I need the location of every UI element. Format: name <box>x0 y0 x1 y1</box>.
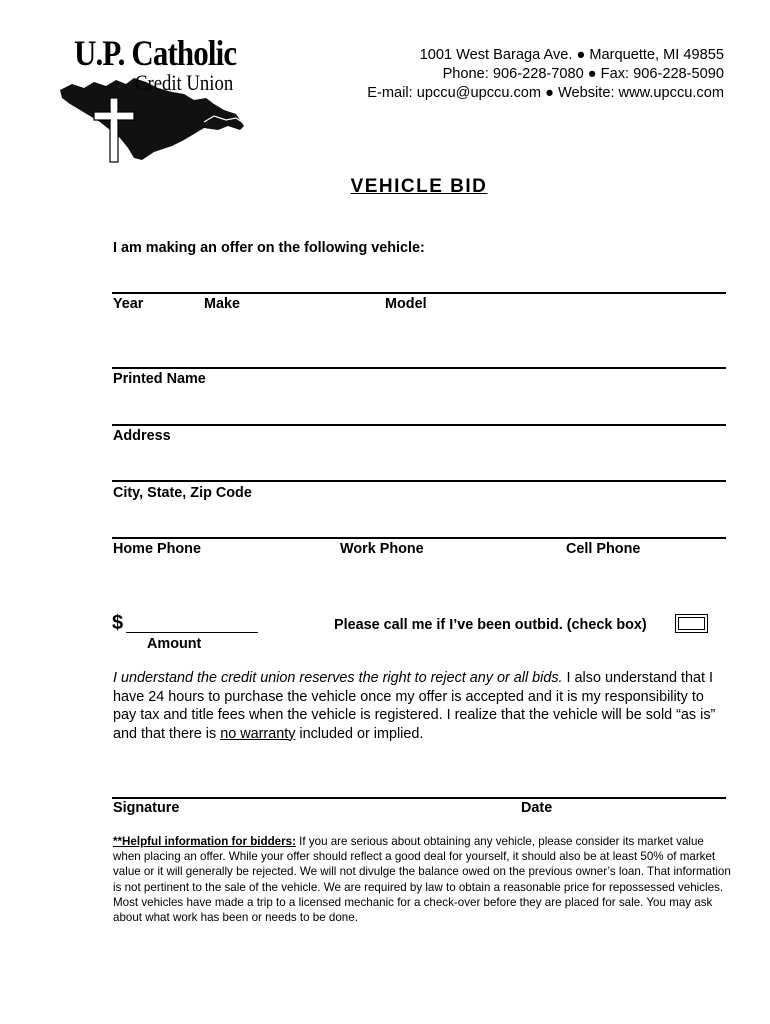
address-line: 1001 West Baraga Ave. ● Marquette, MI 49855 <box>419 47 724 63</box>
city-state-zip-label: City, State, Zip Code <box>113 485 252 501</box>
amount-field[interactable] <box>126 632 258 633</box>
signature-label: Signature <box>113 800 180 816</box>
terms-part2: included or implied. <box>295 725 424 742</box>
no-warranty-text: no warranty <box>220 725 296 742</box>
outbid-checkbox[interactable] <box>675 614 708 633</box>
date-label: Date <box>521 800 553 816</box>
bidder-info <box>113 834 731 925</box>
terms-part1: I also understand that I have 24 hours to purchase the vehicle once my offer is accepted and it is my responsibility to pay tax and title fees when the vehicle is registered. I realize that the vehicle will be sold “as is” and that there is <box>113 670 716 742</box>
address-label: Address <box>113 428 171 444</box>
bidder-info-body: If you are serious about obtaining any vehicle, please consider its market value when placing an offer. While your offer should reflect a good deal for yourself, it should also be at least 50% of market value or it will generally be rejected. We will not divulge the balance owed on the previous owner’s loan. That information is not pertinent to the sale of the vehicle. We are required by law to obtain a reasonable price for repossessed vehicles. Most vehicles have made a trip to a licensed mechanic for a check-over before they are placed for sale. You may ask about what work has been or needs to be done. <box>113 835 731 925</box>
contact-info <box>367 46 724 103</box>
amount-label: Amount <box>147 636 202 652</box>
logo-title: U.P. Catholic <box>74 33 237 73</box>
bidder-info-heading: **Helpful information for bidders: <box>113 835 296 848</box>
terms-italic: I understand the credit union reserves the right to reject any or all bids. <box>113 670 563 686</box>
outbid-label: Please call me if I’ve been outbid. (check box) <box>334 617 647 633</box>
credit-union-logo <box>54 30 254 170</box>
phone-fax-line: Phone: 906-228-7080 ● Fax: 906-228-5090 <box>442 66 724 82</box>
vehicle-line[interactable] <box>112 292 726 294</box>
home-phone-label: Home Phone <box>113 541 201 557</box>
cell-phone-label: Cell Phone <box>566 541 641 557</box>
checkbox-inner-frame <box>678 617 705 630</box>
email-website-line: E-mail: upccu@upccu.com ● Website: www.upccu.com <box>367 85 724 101</box>
printed-name-label: Printed Name <box>113 371 206 387</box>
terms-paragraph <box>113 669 728 743</box>
logo-subtitle: Credit Union <box>135 70 234 95</box>
intro-text: I am making an offer on the following vehicle: <box>113 240 425 256</box>
make-label: Make <box>204 296 240 312</box>
city-state-zip-line[interactable] <box>112 480 726 482</box>
address-line-field[interactable] <box>112 424 726 426</box>
phone-line[interactable] <box>112 537 726 539</box>
signature-line[interactable] <box>112 797 726 799</box>
dollar-sign: $ <box>112 612 124 634</box>
printed-name-line[interactable] <box>112 367 726 369</box>
work-phone-label: Work Phone <box>340 541 424 557</box>
page-title: VEHICLE BID <box>350 176 488 197</box>
year-label: Year <box>113 296 144 312</box>
model-label: Model <box>385 296 427 312</box>
